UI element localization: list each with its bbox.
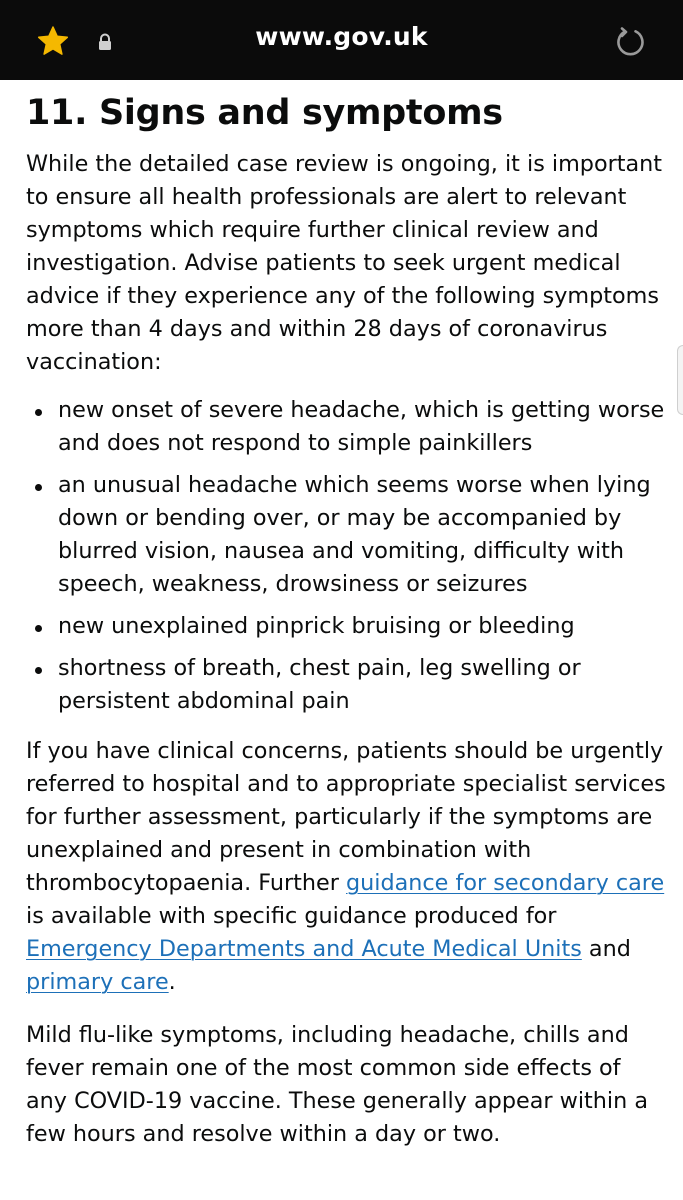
intro-paragraph: While the detailed case review is ongoing, it is important to ensure all health professionals are alert to relevant symptoms which require further clinical review and investigation. Advise patients to seek urgent medical advice if they experience any of the following symptoms more than 4 days and within 28 days of coronavirus vaccination: [26,151,663,375]
referral-text: If you have clinical concerns, patients should be urgently referred to hospital and to appropriate specialist services for further assessment, particularly if the symptoms are unexplained and present in combination with thrombocytopaenia. Further [26,738,666,896]
scroll-handle[interactable] [677,345,683,415]
list-item: new onset of severe headache, which is getting worse and does not respond to simple painkillers [26,394,666,460]
flu-like-paragraph: Mild flu-like symptoms, including headache, chills and fever remain one of the most common side effects of any COVID-19 vaccine. These generally appear within a few hours and resolve within a day or two. [26,1022,649,1147]
referral-text: and [581,936,631,962]
list-item: shortness of breath, chest pain, leg swelling or persistent abdominal pain [26,652,666,718]
symptom-list [26,394,666,718]
reload-icon[interactable] [613,25,647,59]
referral-paragraph [26,735,666,999]
list-item: an unusual headache which seems worse when lying down or bending over, or may be accompanied by blurred vision, nausea and vomiting, difficulty with speech, weakness, drowsiness or seizures [26,469,666,601]
browser-address-bar [0,0,683,80]
referral-text: is available with specific guidance produced for [26,903,557,929]
article-body [26,80,666,1151]
page-title: 11. Signs and symptoms [26,93,503,133]
referral-text: . [168,969,176,995]
primary-care-link[interactable]: primary care [26,969,169,995]
list-item: new unexplained pinprick bruising or bleeding [26,610,666,643]
secondary-care-link[interactable]: guidance for secondary care [346,870,665,896]
emergency-departments-link[interactable]: Emergency Departments and Acute Medical Units [26,936,582,962]
url-field[interactable]: www.gov.uk [255,22,428,51]
